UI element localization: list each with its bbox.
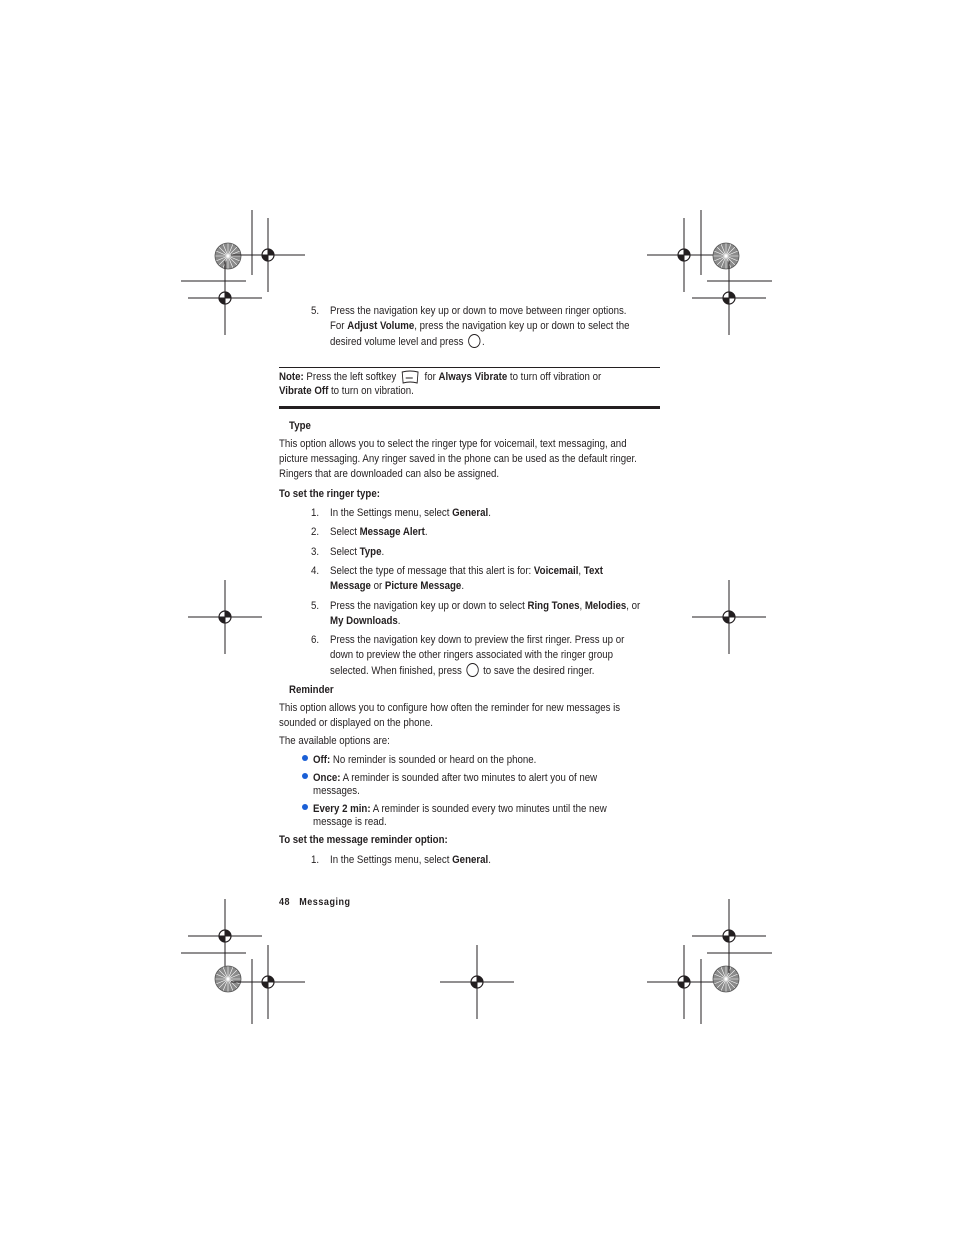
step-text: Press the navigation key up or down to move between ringer options. xyxy=(330,305,627,317)
note-bottom-rule xyxy=(279,406,660,409)
ok-key-icon xyxy=(466,663,478,677)
section-heading-type: Type xyxy=(289,420,311,432)
step-text: Select Type. xyxy=(330,546,385,558)
paragraph: This option allows you to select the ringer type for voicemail, text messaging, and xyxy=(279,438,627,450)
registration-cross-icon xyxy=(188,261,262,335)
registration-cross-icon xyxy=(188,899,262,973)
bullet-icon xyxy=(302,755,308,761)
step-number: 5. xyxy=(311,305,320,317)
step-text: Press the navigation key up or down to select Ring Tones, Melodies, or xyxy=(330,600,641,612)
registration-star-icon xyxy=(713,243,739,269)
step-text: Message or Picture Message. xyxy=(330,580,465,592)
step-text: Select Message Alert. xyxy=(330,526,428,538)
registration-star-icon xyxy=(713,966,739,992)
note-text: Vibrate Off to turn on vibration. xyxy=(279,385,414,397)
registration-cross-icon xyxy=(231,945,305,1019)
step-text: Press the navigation key down to preview the first ringer. Press up or xyxy=(330,634,625,646)
step-text: In the Settings menu, select General. xyxy=(330,507,491,519)
procedure-heading: To set the message reminder option: xyxy=(279,834,448,846)
note-top-rule xyxy=(279,367,660,368)
footer-section-title: Messaging xyxy=(299,897,351,908)
bullet-icon xyxy=(302,773,308,779)
step-text: My Downloads. xyxy=(330,615,401,627)
step-number: 3. xyxy=(311,546,320,558)
list-item: Off: No reminder is sounded or heard on the phone. xyxy=(313,754,537,766)
list-item: messages. xyxy=(313,785,360,797)
registration-star-icon xyxy=(215,966,241,992)
registration-star-icon xyxy=(215,243,241,269)
paragraph: sounded or displayed on the phone. xyxy=(279,717,433,729)
registration-cross-icon xyxy=(692,899,766,973)
list-item: message is read. xyxy=(313,816,387,828)
list-item: Once: A reminder is sounded after two minutes to alert you of new xyxy=(313,772,598,784)
paragraph: The available options are: xyxy=(279,735,390,747)
step-text: desired volume level and press . xyxy=(330,336,485,348)
section-heading-reminder: Reminder xyxy=(289,684,334,696)
registration-cross-icon xyxy=(188,580,262,654)
step-number: 1. xyxy=(311,854,320,866)
page-footer xyxy=(279,897,351,908)
registration-cross-icon xyxy=(440,945,514,1019)
step-number: 6. xyxy=(311,634,320,646)
note-text: Note: Press the left softkey for Always Vibrate to turn off vibration or xyxy=(279,369,601,390)
paragraph: Ringers that are downloaded can also be assigned. xyxy=(279,468,500,480)
registration-cross-icon xyxy=(647,945,721,1019)
step-text: Select the type of message that this alert is for: Voicemail, Text xyxy=(330,565,603,577)
ok-key-icon xyxy=(468,334,480,348)
page-number: 48 xyxy=(279,897,291,908)
paragraph: This option allows you to configure how often the reminder for new messages is xyxy=(279,702,621,714)
registration-cross-icon xyxy=(692,580,766,654)
paragraph: picture messaging. Any ringer saved in the phone can be used as the default ringer. xyxy=(279,453,637,465)
step-text: down to preview the other ringers associated with the ringer group xyxy=(330,649,614,661)
list-item: Every 2 min: A reminder is sounded every two minutes until the new xyxy=(313,803,607,815)
bullet-icon xyxy=(302,804,308,810)
step-number: 5. xyxy=(311,600,320,612)
procedure-heading: To set the ringer type: xyxy=(279,488,380,500)
step-text: selected. When finished, press to save the desired ringer. xyxy=(330,665,595,677)
step-number: 1. xyxy=(311,507,320,519)
step-number: 2. xyxy=(311,526,320,538)
step-text: In the Settings menu, select General. xyxy=(330,854,491,866)
step-text: For Adjust Volume, press the navigation key up or down to select the xyxy=(330,320,630,332)
registration-cross-icon xyxy=(692,261,766,335)
step-number: 4. xyxy=(311,565,320,577)
